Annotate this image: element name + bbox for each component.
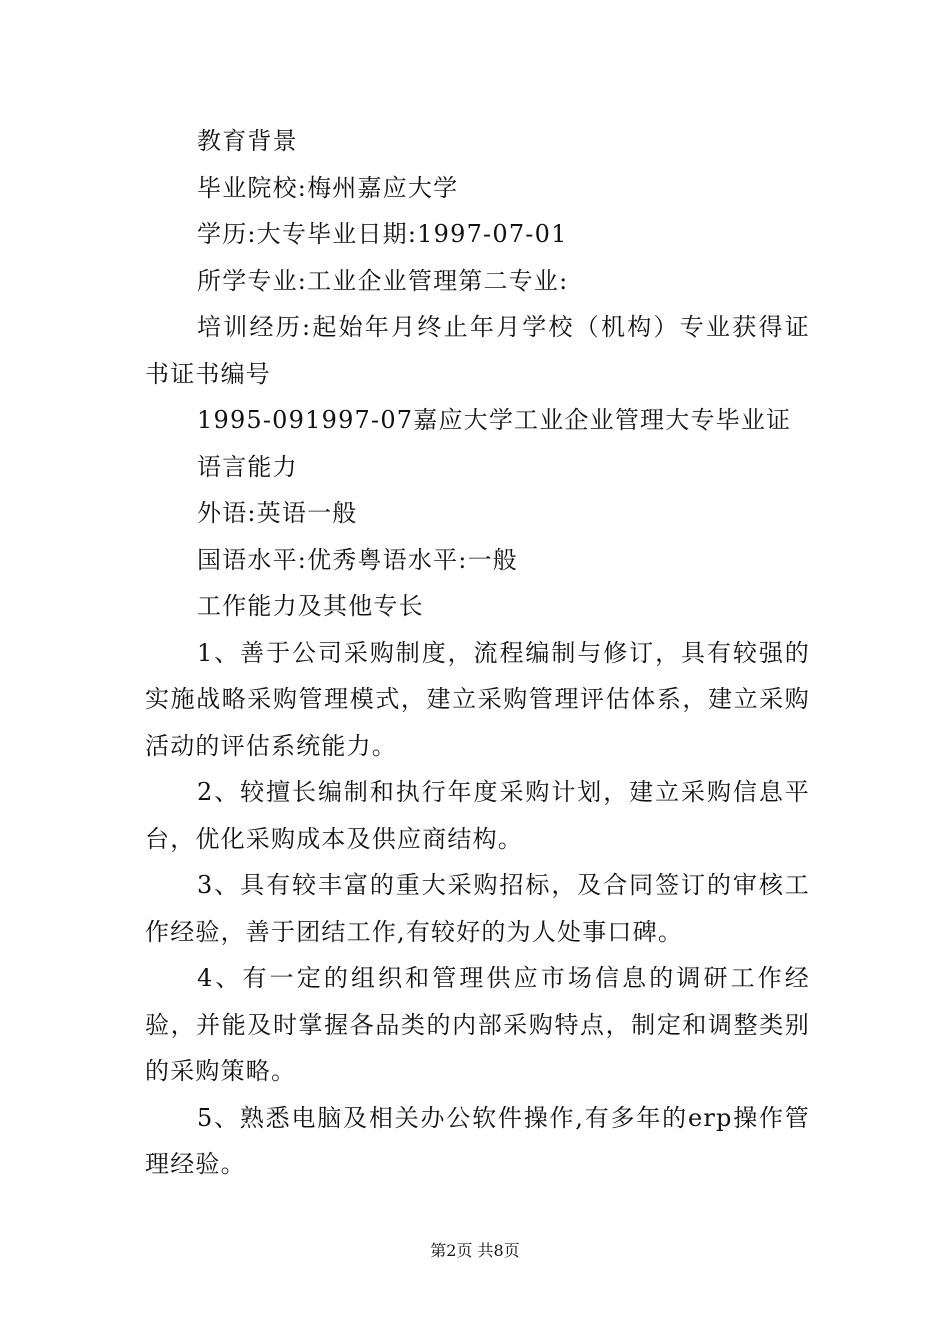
section-heading-language: 语言能力: [197, 452, 298, 481]
skill-item-4: 4、有一定的组织和管理供应市场信息的调研工作经验，并能及时掌握各品类的内部采购特点，制定和调整类别的采购策略。: [145, 964, 810, 1085]
major-line: 所学专业:工业企业管理第二专业:: [197, 266, 569, 295]
page-number-footer: 第2页 共8页: [430, 1241, 520, 1260]
education-degree-line: 学历:大专毕业日期:1997-07-01: [197, 220, 568, 248]
training-header-line: 培训经历:起始年月终止年月学校（机构）专业获得证书证书编号: [145, 313, 810, 388]
mandarin-cantonese-line: 国语水平:优秀粤语水平:一般: [197, 545, 518, 574]
document-body: [145, 118, 810, 1188]
foreign-language-line: 外语:英语一般: [197, 499, 358, 527]
training-record-line: 1995-091997-07嘉应大学工业企业管理大专毕业证: [197, 406, 792, 434]
section-heading-education: 教育背景: [197, 127, 298, 155]
skill-item-5: 5、熟悉电脑及相关办公软件操作,有多年的erp操作管理经验。: [145, 1103, 810, 1178]
skill-item-2: 2、较擅长编制和执行年度采购计划，建立采购信息平台，优化采购成本及供应商结构。: [145, 778, 810, 853]
skill-item-3: 3、具有较丰富的重大采购招标，及合同签订的审核工作经验，善于团结工作,有较好的为人处事口碑。: [145, 871, 810, 946]
section-heading-skills: 工作能力及其他专长: [197, 592, 424, 620]
graduate-school-line: 毕业院校:梅州嘉应大学: [197, 173, 459, 202]
skill-item-1: 1、善于公司采购制度，流程编制与修订，具有较强的实施战略采购管理模式，建立采购管理评估体系，建立采购活动的评估系统能力。: [145, 638, 810, 760]
